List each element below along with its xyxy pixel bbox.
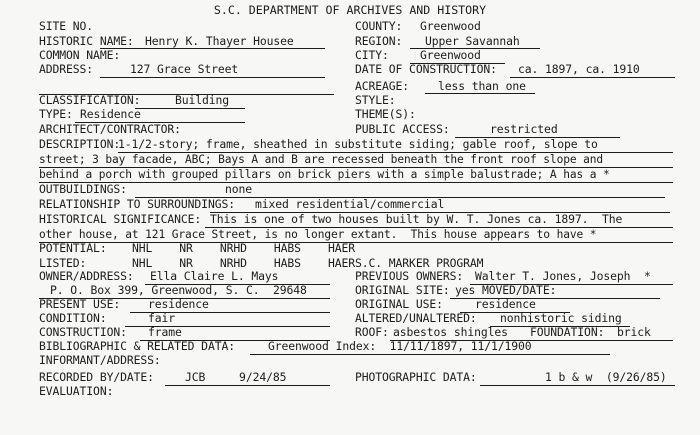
condition-value: fair: [148, 311, 176, 325]
type-label: TYPE:: [39, 107, 73, 121]
marker-program: S.C. MARKER PROGRAM: [355, 256, 484, 270]
original-site-value: yes: [455, 283, 476, 297]
moved-date-label: MOVED/DATE:: [482, 283, 557, 297]
date-of-construction-value: ca. 1897, ca. 1910: [518, 62, 640, 76]
historic-name-value: Henry K. Thayer Housee: [145, 34, 294, 48]
outbuildings-label: OUTBUILDINGS:: [39, 182, 127, 196]
county-value: Greenwood: [420, 19, 481, 33]
description-label: DESCRIPTION:: [39, 137, 121, 151]
description-line-1: 1-1/2-story; frame, sheathed in substitute siding; gable roof, slope to: [118, 137, 598, 151]
condition-label: CONDITION:: [39, 311, 107, 325]
informant-label: INFORMANT/ADDRESS:: [39, 353, 161, 367]
relationship-label: RELATIONSHIP TO SURROUNDINGS:: [39, 197, 235, 211]
foundation-label: FOUNDATION:: [530, 325, 605, 339]
altered-label: ALTERED/UNALTERED:: [355, 311, 477, 325]
photographic-data-value: 1 b & w (9/26/85): [545, 370, 667, 384]
foundation-value: brick: [617, 325, 651, 339]
public-access-value: restricted: [490, 122, 558, 136]
public-access-label: PUBLIC ACCESS:: [355, 122, 450, 136]
bibliographic-value: Greenwood Index: 11/11/1897, 11/1/1900: [268, 339, 532, 353]
city-value: Greenwood: [420, 48, 481, 62]
acreage-value: less than one: [438, 79, 526, 93]
city-label: CITY:: [355, 48, 389, 62]
potential-label: POTENTIAL:: [39, 241, 107, 255]
address-label: ADDRESS:: [39, 62, 94, 76]
site-no-label: SITE NO.: [39, 19, 94, 33]
previous-owners-value: Walter T. Jones, Joseph *: [475, 269, 651, 283]
architect-label: ARCHITECT/CONTRACTOR:: [39, 122, 181, 136]
classification-label: CLASSIFICATION:: [39, 93, 141, 107]
owner-address-line-1: Ella Claire L. Mays: [150, 269, 279, 283]
original-site-label: ORIGINAL SITE:: [355, 283, 450, 297]
listed-label: LISTED:: [39, 256, 87, 270]
present-use-top-rule: [39, 298, 129, 299]
outbuildings-value: none: [225, 182, 253, 196]
roof-value: asbestos shingles: [393, 325, 508, 339]
date-rule: [510, 77, 675, 78]
address-value: 127 Grace Street: [130, 62, 239, 76]
construction-value: frame: [148, 325, 182, 339]
region-label: REGION:: [355, 34, 403, 48]
altered-value: nonhistoric siding: [500, 311, 622, 325]
classification-value: Building: [175, 93, 230, 107]
common-name-label: COMMON NAME:: [39, 48, 121, 62]
address-rule: [100, 77, 325, 78]
relationship-value: mixed residential/commercial: [255, 197, 445, 211]
description-line-2: street; 3 bay facade, ABC; Bays A and B are recessed beneath the front roof slope and: [39, 153, 604, 166]
region-value: Upper Savannah: [425, 34, 520, 48]
potential-options: NHL NR NRHD HABS HAER: [132, 241, 356, 255]
bibliographic-rule: [250, 354, 610, 355]
date-of-construction-label: DATE OF CONSTRUCTION:: [355, 62, 497, 76]
roof-label: ROOF:: [355, 325, 389, 339]
acreage-rule: [425, 93, 535, 94]
description-rule-3: [39, 182, 673, 183]
present-use-label: PRESENT USE:: [39, 297, 121, 311]
evaluation-label: EVALUATION:: [39, 384, 114, 398]
type-value: Residence: [80, 107, 141, 121]
photographic-data-rule: [480, 385, 675, 386]
county-label: COUNTY:: [355, 19, 403, 33]
description-line-3: behind a porch with grouped pillars on brick piers with a simple balustrade; A has a *: [39, 168, 610, 181]
historical-significance-line-1: This is one of two houses built by W. T. Jones ca. 1897. The: [210, 212, 623, 226]
bibliographic-label: BIBLIOGRAPHIC & RELATED DATA:: [39, 339, 235, 353]
classification-top-rule: [39, 94, 334, 95]
previous-owners-label: PREVIOUS OWNERS:: [355, 269, 464, 283]
form-title: S.C. DEPARTMENT OF ARCHIVES AND HISTORY: [213, 3, 487, 17]
style-label: STYLE:: [355, 93, 396, 107]
original-use-value: residence: [475, 297, 536, 311]
recorded-by-rule: [165, 385, 330, 386]
owner-address-line-2: P. O. Box 399, Greenwood, S. C. 29648: [50, 283, 307, 297]
themes-label: THEME(S):: [355, 107, 416, 121]
recorded-by-value: JCB 9/24/85: [185, 370, 287, 384]
classification-rule: [135, 108, 245, 109]
listed-options: NHL NR NRHD HABS HAER: [132, 256, 356, 270]
recorded-by-label: RECORDED BY/DATE:: [39, 370, 154, 384]
historic-name-rule: [100, 48, 325, 49]
historical-significance-line-2: other house, at 121 Grace Street, is no longer extant. This house appears to have *: [39, 228, 597, 241]
owner-address-label: OWNER/ADDRESS:: [39, 269, 134, 283]
construction-label: CONSTRUCTION:: [39, 325, 127, 339]
historic-name-label: HISTORIC NAME:: [39, 34, 134, 48]
original-use-label: ORIGINAL USE:: [355, 297, 443, 311]
historical-significance-label: HISTORICAL SIGNIFICANCE:: [39, 212, 202, 226]
acreage-label: ACREAGE:: [355, 79, 410, 93]
photographic-data-label: PHOTOGRAPHIC DATA:: [355, 370, 477, 384]
present-use-value: residence: [148, 297, 209, 311]
